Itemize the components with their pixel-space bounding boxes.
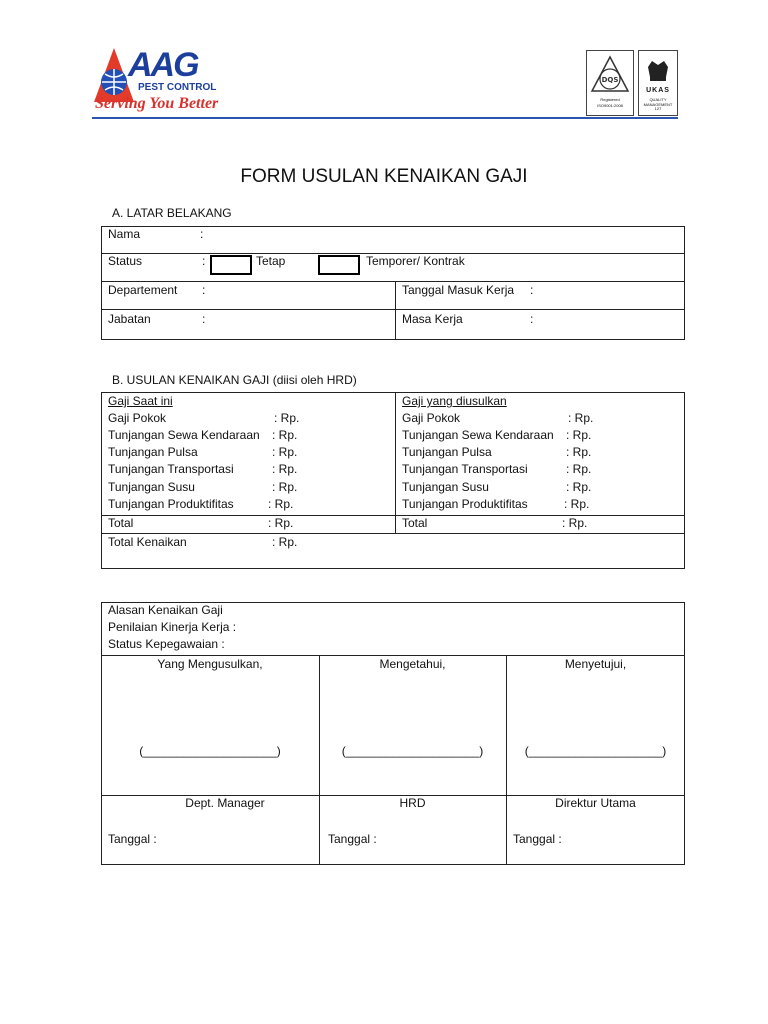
temporer-checkbox[interactable]	[318, 255, 360, 275]
signer-title: Direktur Utama	[555, 796, 636, 810]
left-item-label: Tunjangan Sewa Kendaraan	[108, 428, 260, 442]
divider	[395, 281, 396, 340]
signer-role: Yang Mengusulkan,	[157, 657, 263, 671]
signer-date: Tanggal :	[328, 832, 377, 846]
nama-label: Nama	[108, 227, 141, 241]
status-kepegawaian-label: Status Kepegawaian :	[108, 637, 225, 651]
right-item-value: : Rp.	[568, 411, 594, 425]
temporer-label: Temporer/ Kontrak	[366, 254, 465, 268]
total-kenaikan-value: : Rp.	[272, 535, 298, 549]
masa-kerja-label: Masa Kerja	[402, 312, 463, 326]
divider	[506, 655, 507, 865]
section-b-heading: B. USULAN KENAIKAN GAJI (diisi oleh HRD)	[112, 373, 357, 387]
gaji-saat-ini-title: Gaji Saat ini	[108, 394, 173, 408]
signature-line[interactable]: (____________________)	[341, 744, 484, 758]
left-item-value: : Rp.	[274, 411, 300, 425]
divider	[101, 309, 685, 310]
cert-registered-text: Registered	[600, 97, 620, 102]
total-right-value: : Rp.	[562, 516, 588, 530]
left-item-label: Tunjangan Produktifitas	[108, 497, 234, 511]
crown-icon	[640, 55, 676, 85]
status-colon: :	[202, 254, 206, 268]
masa-kerja-colon: :	[530, 312, 534, 326]
section-a-table	[101, 226, 685, 340]
jabatan-colon: :	[202, 312, 206, 326]
total-right-label: Total	[402, 516, 428, 530]
form-title: FORM USULAN KENAIKAN GAJI	[240, 166, 528, 187]
tanggal-masuk-label: Tanggal Masuk Kerja	[402, 283, 515, 297]
jabatan-label: Jabatan	[108, 312, 151, 326]
right-item-value: : Rp.	[564, 497, 590, 511]
status-label: Status	[108, 254, 143, 268]
cert-code-text: ISO9001:2008	[597, 103, 623, 108]
divider	[101, 533, 685, 534]
signature-line[interactable]: (____________________)	[524, 744, 667, 758]
signature-line[interactable]: (____________________)	[139, 744, 281, 758]
brand-tagline: Serving You Better	[95, 95, 219, 112]
left-item-value: : Rp.	[272, 462, 298, 476]
signer-date: Tanggal :	[513, 832, 562, 846]
right-item-label: Tunjangan Sewa Kendaraan	[402, 428, 554, 442]
right-item-label: Tunjangan Pulsa	[402, 445, 492, 459]
nama-colon: :	[200, 227, 204, 241]
tanggal-masuk-colon: :	[530, 283, 534, 297]
total-kenaikan-label: Total Kenaikan	[108, 535, 187, 549]
certification-badge-ukas	[638, 50, 678, 116]
section-a-heading: A. LATAR BELAKANG	[112, 206, 232, 220]
signer-role: Menyetujui,	[564, 657, 627, 671]
gaji-diusulkan-title: Gaji yang diusulkan	[402, 394, 507, 408]
right-item-label: Gaji Pokok	[402, 411, 461, 425]
left-item-label: Tunjangan Pulsa	[108, 445, 198, 459]
ukas-num-text: 127	[654, 106, 662, 111]
divider	[395, 392, 396, 533]
ukas-text: UKAS	[646, 87, 670, 94]
departement-colon: :	[202, 283, 206, 297]
left-item-value: : Rp.	[272, 445, 298, 459]
right-item-value: : Rp.	[566, 428, 592, 442]
svg-text:DQS: DQS	[601, 76, 619, 84]
right-item-value: : Rp.	[566, 445, 592, 459]
alasan-label: Alasan Kenaikan Gaji	[108, 603, 223, 617]
total-left-label: Total	[108, 516, 134, 530]
left-item-value: : Rp.	[268, 497, 294, 511]
signer-title: HRD	[399, 796, 426, 810]
left-item-label: Tunjangan Susu	[108, 480, 195, 494]
right-item-label: Tunjangan Susu	[402, 480, 489, 494]
right-item-value: : Rp.	[566, 462, 592, 476]
left-item-label: Gaji Pokok	[108, 411, 167, 425]
divider	[101, 515, 685, 516]
signer-date: Tanggal :	[108, 832, 157, 846]
total-left-value: : Rp.	[268, 516, 294, 530]
header-divider	[92, 117, 678, 119]
tetap-checkbox[interactable]	[210, 255, 252, 275]
left-item-value: : Rp.	[272, 428, 298, 442]
left-item-value: : Rp.	[272, 480, 298, 494]
ukas-sub-text: QUALITY MANAGEMENT	[643, 97, 673, 107]
penilaian-label: Penilaian Kinerja Kerja :	[108, 620, 237, 634]
signer-role: Mengetahui,	[379, 657, 446, 671]
departement-label: Departement	[108, 283, 178, 297]
brand-name: AAG	[128, 46, 198, 84]
tetap-label: Tetap	[256, 254, 286, 268]
divider	[101, 655, 685, 656]
divider	[319, 655, 320, 865]
right-item-label: Tunjangan Transportasi	[402, 462, 528, 476]
left-item-label: Tunjangan Transportasi	[108, 462, 234, 476]
iso-seal-icon	[588, 55, 632, 95]
brand-subtitle: PEST CONTROL	[138, 82, 217, 93]
divider	[101, 281, 685, 282]
right-item-label: Tunjangan Produktifitas	[402, 497, 528, 511]
certification-badge-iso	[586, 50, 634, 116]
signer-title: Dept. Manager	[185, 796, 265, 810]
right-item-value: : Rp.	[566, 480, 592, 494]
